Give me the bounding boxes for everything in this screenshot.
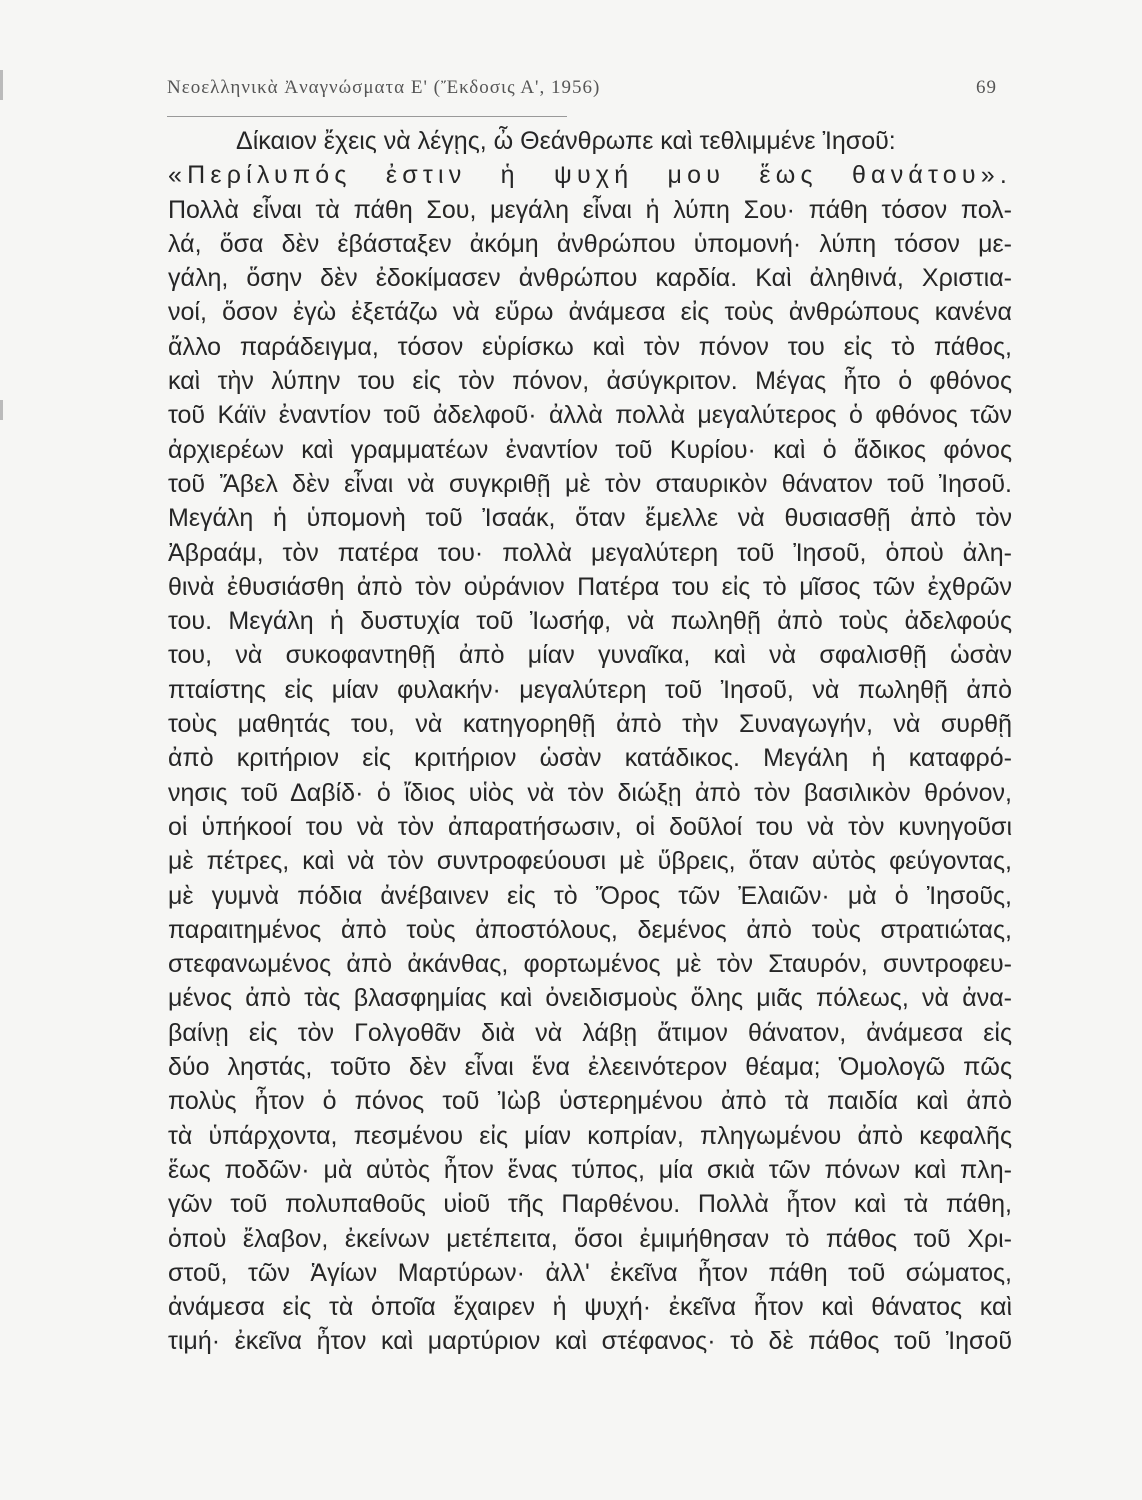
scan-edge-mark bbox=[0, 400, 3, 420]
text-line: οἱ ὑπήκοοί του νὰ τὸν ἀπαρατήσωσιν, οἱ δοῦλοί του νὰ τὸν κυνηγοῦσι bbox=[168, 812, 1012, 841]
text-line: του, νὰ συκοφαντηθῇ ἀπὸ μίαν γυναῖκα, καὶ νὰ σφαλισθῇ ὡσὰν bbox=[168, 641, 1012, 670]
text-line: γάλη, ὅσην δὲν ἐδοκίμασεν ἀνθρώπου καρδία. Καὶ ἀληθινά, Χριστια- bbox=[168, 264, 1012, 293]
text-line: ἄλλο παράδειγμα, τόσον εὑρίσκω καὶ τὸν πόνον του εἰς τὸ πάθος, bbox=[168, 332, 1012, 361]
text-line: στοῦ, τῶν Ἁγίων Μαρτύρων· ἀλλ' ἐκεῖνα ἦτον πάθη τοῦ σώματος, bbox=[168, 1258, 1012, 1287]
text-line: τὰ ὑπάρχοντα, πεσμένου εἰς μίαν κοπρίαν, πληγωμένου ἀπὸ κεφαλῆς bbox=[168, 1121, 1012, 1150]
text-line: πολὺς ἦτον ὁ πόνος τοῦ Ἰὼβ ὑστερημένου ἀπὸ τὰ παιδία καὶ ἀπὸ bbox=[168, 1087, 1012, 1116]
text-line: τιμή· ἐκεῖνα ἦτον καὶ μαρτύριον καὶ στέφανος· τὸ δὲ πάθος τοῦ Ἰησοῦ bbox=[168, 1327, 1012, 1356]
text-line: μένος ἀπὸ τὰς βλασφημίας καὶ ὀνειδισμοὺς ὅλης μιᾶς πόλεως, νὰ ἀνα- bbox=[168, 984, 1012, 1013]
text-line: Μεγάλη ἡ ὑπομονὴ τοῦ Ἰσαάκ, ὅταν ἔμελλε νὰ θυσιασθῇ ἀπὸ τὸν bbox=[168, 504, 1012, 533]
text-line: τοὺς μαθητάς του, νὰ κατηγορηθῇ ἀπὸ τὴν Συναγωγήν, νὰ συρθῇ bbox=[168, 710, 1012, 739]
text-line: ὁποὺ ἔλαβον, ἐκείνων μετέπειτα, ὅσοι ἐμιμήθησαν τὸ πάθος τοῦ Χρι- bbox=[168, 1224, 1012, 1253]
running-header bbox=[167, 77, 997, 99]
text-line: Δίκαιον ἔχεις νὰ λέγῃς, ὦ Θεάνθρωπε καὶ τεθλιμμένε Ἰησοῦ: bbox=[236, 127, 896, 155]
text-line: ἀνάμεσα εἰς τὰ ὁποῖα ἔχαιρεν ἡ ψυχή· ἐκεῖνα ἦτον καὶ θάνατος καὶ bbox=[168, 1293, 1012, 1322]
text-line: του. Μεγάλη ἡ δυστυχία τοῦ Ἰωσήφ, νὰ πωληθῇ ἀπὸ τοὺς ἀδελφούς bbox=[168, 607, 1012, 636]
text-line: θινὰ ἐθυσιάσθη ἀπὸ τὸν οὐράνιον Πατέρα του εἰς τὸ μῖσος τῶν ἐχθρῶν bbox=[168, 572, 1012, 601]
header-rule bbox=[167, 116, 567, 117]
text-line: καὶ τὴν λύπην του εἰς τὸν πόνον, ἀσύγκριτον. Μέγας ἦτο ὁ φθόνος bbox=[168, 367, 1012, 396]
text-line: παραιτημένος ἀπὸ τοὺς ἀποστόλους, δεμένος ἀπὸ τοὺς στρατιώτας, bbox=[168, 915, 1012, 944]
text-line: νοί, ὅσον ἐγὼ ἐξετάζω νὰ εὕρω ἀνάμεσα εἰς τοὺς ἀνθρώπους κανένα bbox=[168, 298, 1012, 327]
text-line: τοῦ Ἄβελ δὲν εἶναι νὰ συγκριθῇ μὲ τὸν σταυρικὸν θάνατον τοῦ Ἰησοῦ. bbox=[168, 469, 1012, 498]
body-text bbox=[168, 124, 1012, 1359]
text-line: μὲ γυμνὰ πόδια ἀνέβαινεν εἰς τὸ Ὄρος τῶν Ἐλαιῶν· μὰ ὁ Ἰησοῦς, bbox=[168, 881, 1012, 910]
text-line: Ἀβραάμ, τὸν πατέρα του· πολλὰ μεγαλύτερη τοῦ Ἰησοῦ, ὁποὺ ἀλη- bbox=[168, 538, 1012, 567]
text-line: μὲ πέτρες, καὶ νὰ τὸν συντροφεύουσι μὲ ὕβρεις, ὅταν αὐτὸς φεύγοντας, bbox=[168, 847, 1012, 876]
text-line: τοῦ Κάϊν ἐναντίον τοῦ ἀδελφοῦ· ἀλλὰ πολλὰ μεγαλύτερος ὁ φθόνος τῶν bbox=[168, 401, 1012, 430]
text-line: γῶν τοῦ πολυπαθοῦς υἱοῦ τῆς Παρθένου. Πολλὰ ἦτον καὶ τὰ πάθη, bbox=[168, 1190, 1012, 1219]
text-line: νησις τοῦ Δαβίδ· ὁ ἴδιος υἱὸς νὰ τὸν διώξῃ ἀπὸ τὸν βασιλικὸν θρόνον, bbox=[168, 778, 1012, 807]
scan-edge-mark bbox=[0, 70, 3, 100]
text-line: δύο ληστάς, τοῦτο δὲν εἶναι ἕνα ἐλεεινότερον θέαμα; Ὁμολογῶ πῶς bbox=[168, 1053, 1012, 1082]
running-title: Νεοελληνικὰ Ἀναγνώσματα Ε' (Ἔκδοσις Α', 1956) bbox=[167, 77, 601, 98]
text-line: «Περίλυπός ἐστιν ἡ ψυχή μου ἕως θανάτου». bbox=[168, 161, 1012, 190]
text-line: ἀρχιερέων καὶ γραμματέων ἐναντίον τοῦ Κυρίου· καὶ ὁ ἄδικος φόνος bbox=[168, 435, 1012, 464]
text-line: Πολλὰ εἶναι τὰ πάθη Σου, μεγάλη εἶναι ἡ λύπη Σου· πάθη τόσον πολ- bbox=[168, 195, 1012, 224]
page-number: 69 bbox=[976, 77, 997, 98]
text-line: λά, ὅσα δὲν ἐβάσταξεν ἀκόμη ἀνθρώπου ὑπομονή· λύπη τόσον με- bbox=[168, 229, 1012, 258]
text-line: βαίνῃ εἰς τὸν Γολγοθᾶν διὰ νὰ λάβῃ ἄτιμον θάνατον, ἀνάμεσα εἰς bbox=[168, 1018, 1012, 1047]
text-line: ἀπὸ κριτήριον εἰς κριτήριον ὡσὰν κατάδικος. Μεγάλη ἡ καταφρό- bbox=[168, 744, 1012, 773]
text-line: πταίστης εἰς μίαν φυλακήν· μεγαλύτερη τοῦ Ἰησοῦ, νὰ πωληθῇ ἀπὸ bbox=[168, 675, 1012, 704]
text-line: στεφανωμένος ἀπὸ ἀκάνθας, φορτωμένος μὲ τὸν Σταυρόν, συντροφευ- bbox=[168, 950, 1012, 979]
text-line: ἕως ποδῶν· μὰ αὐτὸς ἦτον ἕνας τύπος, μία σκιὰ τῶν πόνων καὶ πλη- bbox=[168, 1155, 1012, 1184]
